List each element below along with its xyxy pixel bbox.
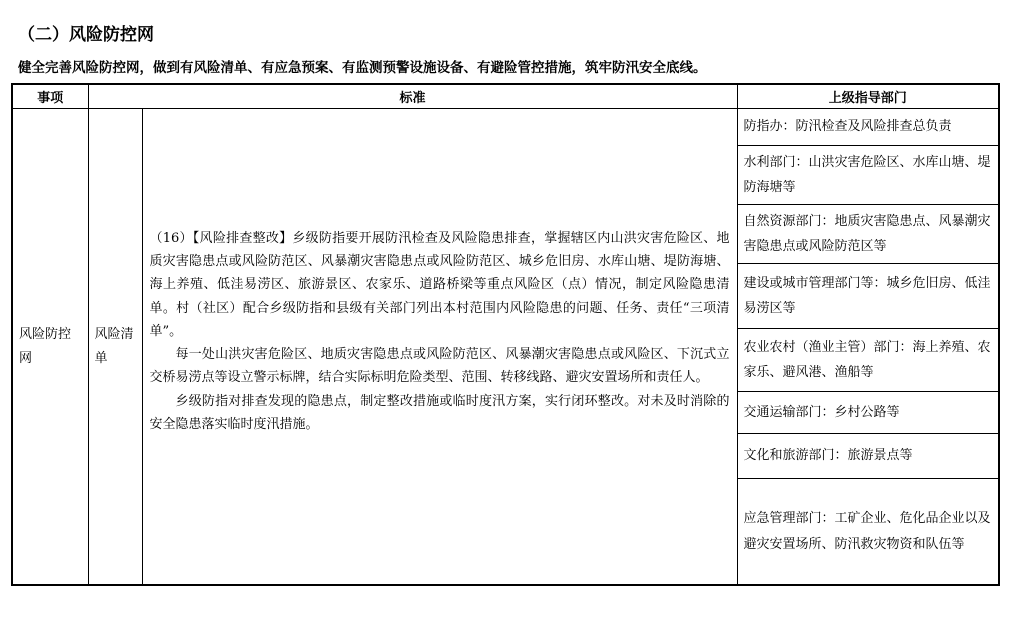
dept-item: 防指办：防汛检查及风险排查总负责 <box>738 109 999 146</box>
dept-item: 农业农村（渔业主管）部门：海上养殖、农家乐、避风港、渔船等 <box>738 329 999 392</box>
header-dept: 上级指导部门 <box>737 84 999 109</box>
risk-control-table <box>11 83 1000 586</box>
dept-list <box>738 109 999 584</box>
standard-paragraph-1: （16）【风险排查整改】乡级防指要开展防汛检查及风险隐患排查，掌握辖区内山洪灾害危险区、地质灾害隐患点或风险防范区、风暴潮灾害隐患点或风险防范区、城乡危旧房、水库山塘、堤防海塘、海上养殖、低洼易涝区、旅游景区、农家乐、道路桥梁等重点风险区（点）情况，制定风险隐患清单。村（社区）配合乡级防指和县级有关部门列出本村范围内风险隐患的问题、任务、责任“三项清单”。 <box>149 231 730 339</box>
dept-item: 建设或城市管理部门等：城乡危旧房、低洼易涝区等 <box>738 264 999 329</box>
subitem-cell: 风险清单 <box>88 109 142 586</box>
dept-item: 文化和旅游部门：旅游景点等 <box>738 434 999 479</box>
table-row <box>12 109 999 586</box>
dept-item: 交通运输部门：乡村公路等 <box>738 392 999 434</box>
section-heading: （二）风险防控网 <box>18 25 154 45</box>
dept-cell <box>737 109 999 586</box>
standard-cell <box>142 109 737 586</box>
standard-paragraph-2: 每一处山洪灾害危险区、地质灾害隐患点或风险防范区、风暴潮灾害隐患点或风险区、下沉式立交桥易涝点等设立警示标牌，结合实际标明危险类型、范围、转移线路、避灾安置场所和责任人。 <box>149 347 730 386</box>
section-subheading: 健全完善风险防控网，做到有风险清单、有应急预案、有监测预警设施设备、有避险管控措施，筑牢防汛安全底线。 <box>18 60 707 76</box>
dept-item: 应急管理部门：工矿企业、危化品企业以及避灾安置场所、防汛救灾物资和队伍等 <box>743 511 991 552</box>
table-header-row <box>12 84 999 109</box>
standard-paragraph-3: 乡级防指对排查发现的隐患点，制定整改措施或临时度汛方案，实行闭环整改。对未及时消除的安全隐患落实临时度汛措施。 <box>149 393 730 432</box>
dept-item: 自然资源部门：地质灾害隐患点、风暴潮灾害隐患点或风险防范区等 <box>738 205 999 264</box>
dept-item: 水利部门：山洪灾害危险区、水库山塘、堤防海塘等 <box>738 146 999 205</box>
item-cell: 风险防控网 <box>12 109 88 586</box>
header-item: 事项 <box>12 84 88 109</box>
header-standard: 标准 <box>88 84 737 109</box>
